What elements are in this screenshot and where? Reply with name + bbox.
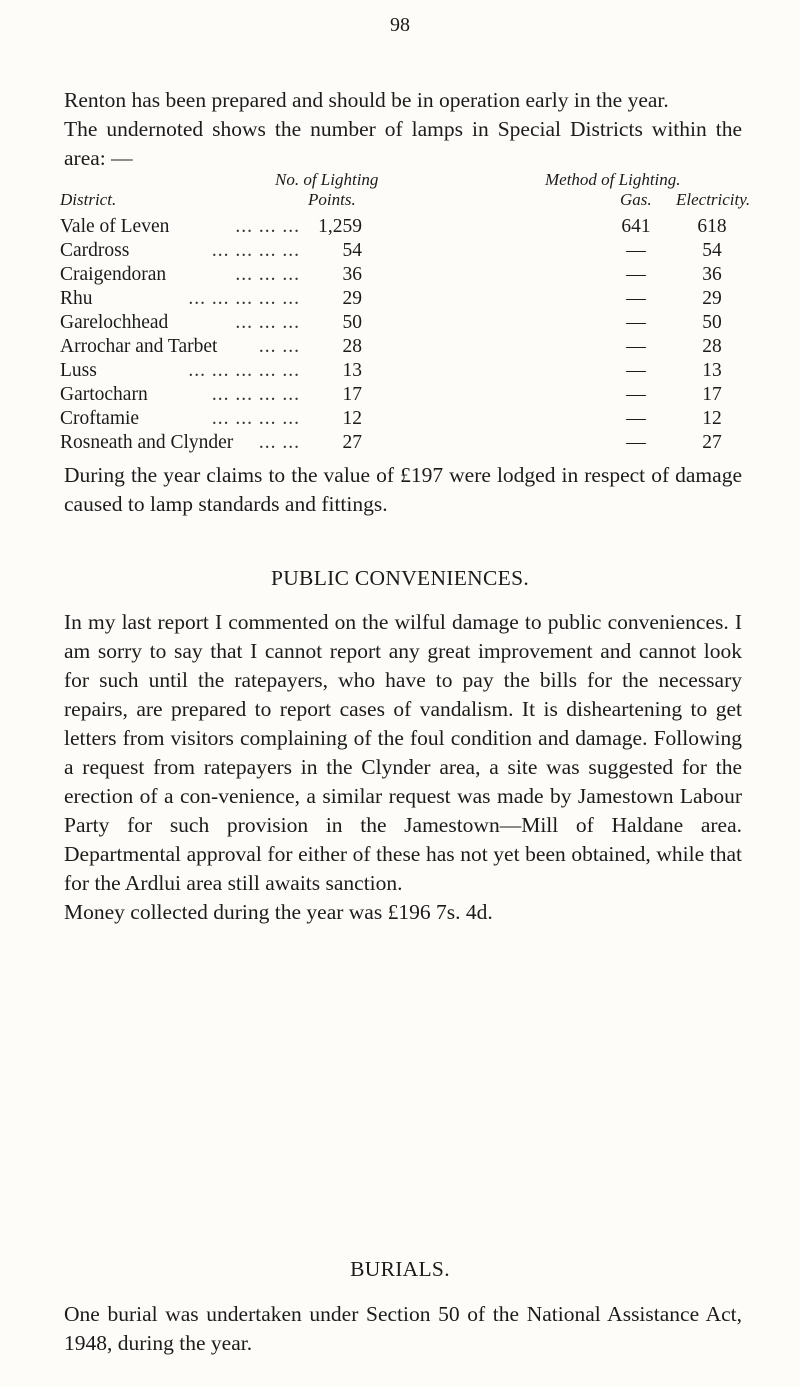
district-name: Rhu <box>60 288 93 309</box>
electricity-count: 13 <box>702 360 722 381</box>
leader-dots: ... ... <box>258 336 300 357</box>
lighting-points: 54 <box>342 240 362 261</box>
table-row <box>60 264 750 288</box>
electricity-count: 29 <box>702 288 722 309</box>
gas-count: — <box>626 384 646 405</box>
gas-count: — <box>626 408 646 429</box>
table-header-points-line1: No. of Lighting <box>275 170 379 189</box>
gas-count: — <box>626 240 646 261</box>
table-row <box>60 360 750 384</box>
table-header-method: Method of Lighting. <box>545 170 681 189</box>
lighting-points: 29 <box>342 288 362 309</box>
leader-dots: ... ... ... ... <box>211 240 300 261</box>
claims-paragraph: During the year claims to the value of £197 were lodged in respect of damage caused to lamp standards and fittings. <box>64 463 742 516</box>
table-row <box>60 384 750 408</box>
leader-dots: ... ... <box>258 432 300 453</box>
public-conveniences-section <box>64 608 742 927</box>
electricity-count: 12 <box>702 408 722 429</box>
gas-count: — <box>626 312 646 333</box>
electricity-count: 28 <box>702 336 722 357</box>
burials-heading: BURIALS. <box>350 1257 450 1281</box>
lighting-points: 1,259 <box>318 216 362 237</box>
electricity-count: 54 <box>702 240 722 261</box>
leader-dots: ... ... ... <box>235 264 300 285</box>
district-name: Rosneath and Clynder <box>60 432 234 453</box>
electricity-count: 36 <box>702 264 722 285</box>
table-row <box>60 336 750 360</box>
lighting-points: 27 <box>342 432 362 453</box>
table-row <box>60 288 750 312</box>
leader-dots: ... ... ... <box>235 312 300 333</box>
lighting-points: 28 <box>342 336 362 357</box>
lighting-points: 50 <box>342 312 362 333</box>
public-conveniences-paragraph: In my last report I commented on the wilful damage to public conveniences. I am sorry to say that I cannot report any great improvement and cannot look for such until the ratepayers, who have to pay the bills for the necessary repairs, are prepared to report cases of vandalism. It is disheartening to get letters from visitors complaining of the foul condition and damage. Following a request from ratepayers in the Clynder area, a site was suggested for the erection of a con-venience, a similar request was made by Jamestown Labour Party for such provision in the Jamestown—Mill of Haldane area. Departmental approval for either of these has not yet been obtained, while that for the Ardlui area still awaits sanction. <box>64 610 742 895</box>
table-row <box>60 408 750 432</box>
lighting-points: 17 <box>342 384 362 405</box>
leader-dots: ... ... ... <box>235 216 300 237</box>
claims-section <box>64 461 742 519</box>
table-header-gas: Gas. <box>620 190 652 209</box>
electricity-count: 17 <box>702 384 722 405</box>
burials-paragraph: One burial was undertaken under Section 50 of the National Assistance Act, 1948, during the year. <box>64 1302 742 1355</box>
table-header-points-line2: Points. <box>308 190 356 209</box>
district-name: Croftamie <box>60 408 140 429</box>
district-name: Cardross <box>60 240 130 261</box>
table-row <box>60 240 750 264</box>
gas-count: — <box>626 360 646 381</box>
gas-count: 641 <box>621 216 651 237</box>
table-row <box>60 216 750 240</box>
district-name: Luss <box>60 360 97 381</box>
burials-section <box>64 1300 742 1358</box>
intro-paragraph-lamps: The undernoted shows the number of lamps in Special Districts within the area: — <box>64 117 742 170</box>
table-row <box>60 432 750 456</box>
table-header-electricity: Electricity. <box>676 190 751 209</box>
electricity-count: 618 <box>697 216 727 237</box>
table-header-district: District. <box>60 190 117 209</box>
district-name: Vale of Leven <box>60 216 170 237</box>
intro-paragraph-renton: Renton has been prepared and should be in operation early in the year. <box>64 88 669 112</box>
district-name: Craigendoran <box>60 264 167 285</box>
district-name: Garelochhead <box>60 312 169 333</box>
leader-dots: ... ... ... ... <box>211 384 300 405</box>
electricity-count: 27 <box>702 432 722 453</box>
district-name: Arrochar and Tarbet <box>60 336 218 357</box>
gas-count: — <box>626 288 646 309</box>
money-collected-paragraph: Money collected during the year was £196 7s. 4d. <box>64 900 493 924</box>
table-row <box>60 312 750 336</box>
gas-count: — <box>626 432 646 453</box>
leader-dots: ... ... ... ... ... <box>188 288 300 309</box>
leader-dots: ... ... ... ... <box>211 408 300 429</box>
electricity-count: 50 <box>702 312 722 333</box>
lighting-points: 12 <box>342 408 362 429</box>
public-conveniences-heading: PUBLIC CONVENIENCES. <box>270 566 530 590</box>
gas-count: — <box>626 336 646 357</box>
gas-count: — <box>626 264 646 285</box>
lighting-points: 36 <box>342 264 362 285</box>
intro-section <box>64 86 742 173</box>
leader-dots: ... ... ... ... ... <box>188 360 300 381</box>
page-number: 98 <box>390 14 410 36</box>
lighting-points: 13 <box>342 360 362 381</box>
district-name: Gartocharn <box>60 384 148 405</box>
